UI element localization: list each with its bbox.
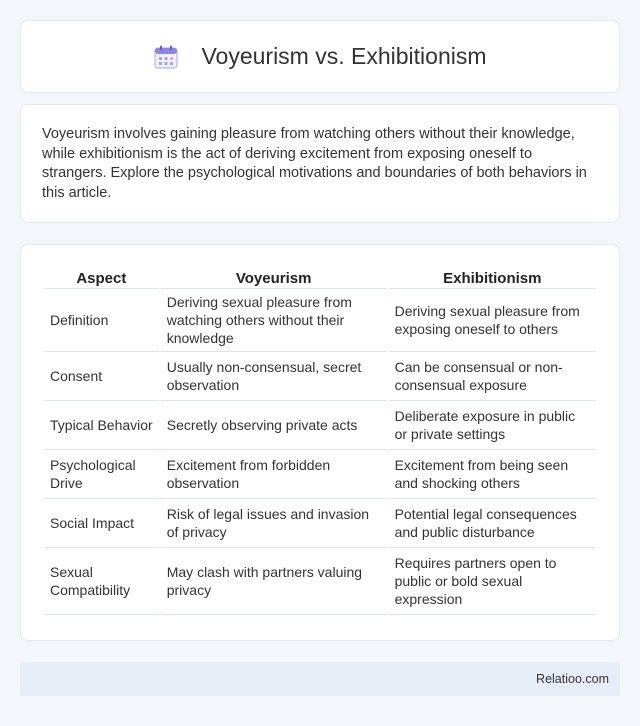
cell-aspect: Social Impact: [44, 499, 159, 548]
table-row: [44, 401, 596, 450]
cell-voyeurism: Risk of legal issues and invasion of privacy: [161, 499, 387, 548]
footer: [20, 662, 620, 696]
comparison-card: [20, 244, 620, 641]
title-card: [20, 20, 620, 93]
calendar-icon: [153, 44, 179, 70]
cell-exhibitionism: Requires partners open to public or bold sexual expression: [389, 548, 596, 615]
cell-aspect: Sexual Compatibility: [44, 548, 159, 615]
header-voyeurism: Voyeurism: [161, 265, 387, 289]
table-row: [44, 548, 596, 615]
cell-voyeurism: Deriving sexual pleasure from watching others without their knowledge: [161, 289, 387, 352]
cell-exhibitionism: Excitement from being seen and shocking others: [389, 450, 596, 499]
cell-exhibitionism: Deliberate exposure in public or private settings: [389, 401, 596, 450]
comparison-table: [42, 265, 598, 615]
header-exhibitionism: Exhibitionism: [389, 265, 596, 289]
cell-exhibitionism: Potential legal consequences and public disturbance: [389, 499, 596, 548]
cell-exhibitionism: Deriving sexual pleasure from exposing oneself to others: [389, 289, 596, 352]
cell-voyeurism: Usually non-consensual, secret observation: [161, 352, 387, 401]
cell-aspect: Psychological Drive: [44, 450, 159, 499]
intro-text: Voyeurism involves gaining pleasure from watching others without their knowledge, while exhibitionism is the act of deriving excitement from exposing oneself to strangers. Explore the psychological motivations and boundaries of both behaviors in this article.: [42, 126, 587, 201]
footer-brand: Relatioo.com: [536, 672, 609, 686]
cell-aspect: Definition: [44, 289, 159, 352]
header-aspect: Aspect: [44, 265, 159, 289]
cell-aspect: Typical Behavior: [44, 401, 159, 450]
intro-card: [20, 104, 620, 223]
cell-voyeurism: Excitement from forbidden observation: [161, 450, 387, 499]
table-row: [44, 289, 596, 352]
cell-exhibitionism: Can be consensual or non-consensual exposure: [389, 352, 596, 401]
cell-voyeurism: Secretly observing private acts: [161, 401, 387, 450]
cell-aspect: Consent: [44, 352, 159, 401]
table-header-row: [44, 265, 596, 289]
page-title: Voyeurism vs. Exhibitionism: [201, 43, 487, 69]
table-row: [44, 499, 596, 548]
cell-voyeurism: May clash with partners valuing privacy: [161, 548, 387, 615]
table-row: [44, 352, 596, 401]
table-row: [44, 450, 596, 499]
